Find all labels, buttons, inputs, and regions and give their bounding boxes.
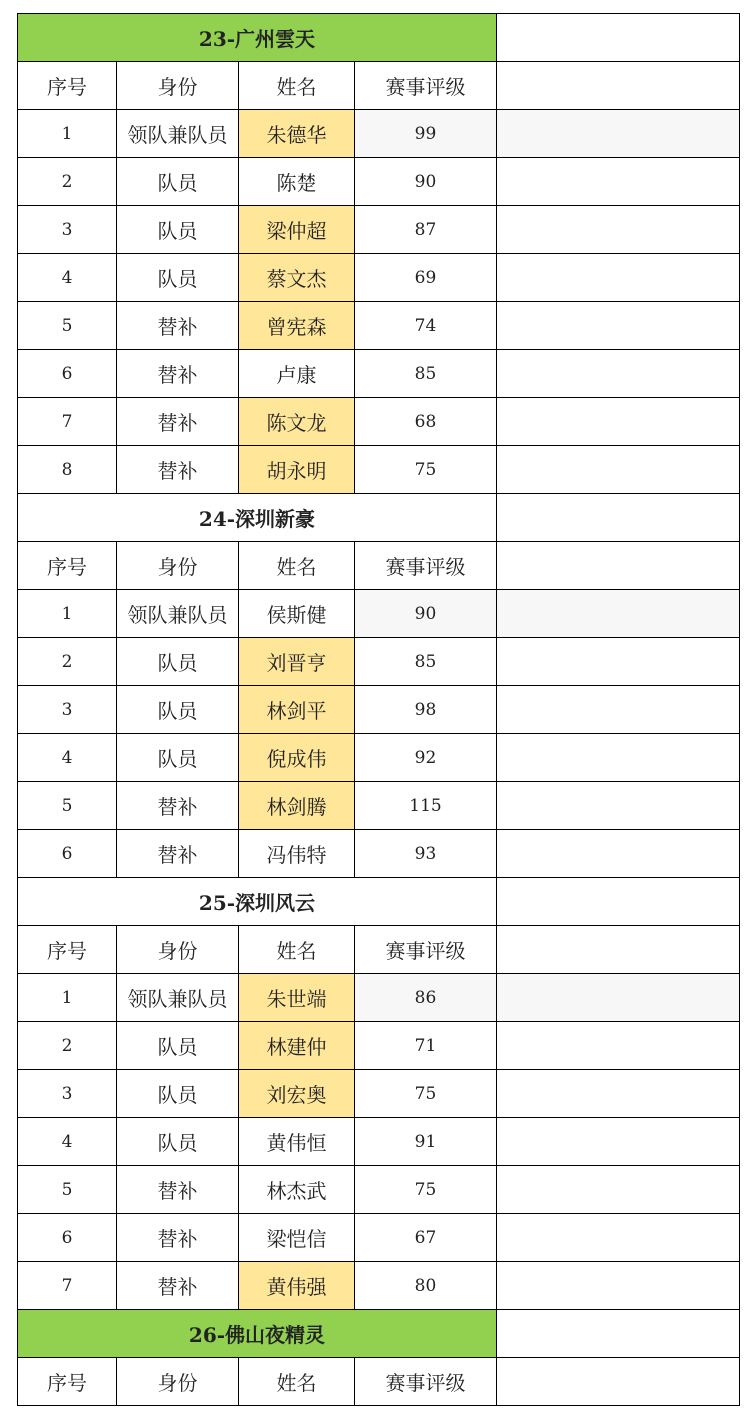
- player-role: 队员: [117, 1070, 239, 1118]
- extra-cell: [497, 1070, 740, 1118]
- player-index: 4: [18, 734, 117, 782]
- extra-cell: [497, 1214, 740, 1262]
- extra-cell: [497, 686, 740, 734]
- player-name: 林杰武: [239, 1166, 355, 1214]
- player-rating: 115: [355, 782, 497, 830]
- extra-cell: [497, 206, 740, 254]
- player-role: 替补: [117, 302, 239, 350]
- header-role: 身份: [117, 62, 239, 110]
- player-rating: 92: [355, 734, 497, 782]
- player-role: 替补: [117, 350, 239, 398]
- extra-cell: [497, 62, 740, 110]
- header-index: 序号: [18, 1358, 117, 1406]
- player-role: 替补: [117, 782, 239, 830]
- extra-cell: [497, 398, 740, 446]
- header-row: [18, 1358, 740, 1406]
- extra-cell: [497, 1118, 740, 1166]
- header-row: [18, 926, 740, 974]
- header-name: 姓名: [239, 926, 355, 974]
- player-rating: 85: [355, 350, 497, 398]
- player-name: 林剑腾: [239, 782, 355, 830]
- extra-cell: [497, 446, 740, 494]
- extra-cell: [497, 1310, 740, 1358]
- player-index: 3: [18, 1070, 117, 1118]
- player-row: [18, 1166, 740, 1214]
- player-row: [18, 398, 740, 446]
- extra-cell: [497, 158, 740, 206]
- header-index: 序号: [18, 926, 117, 974]
- extra-cell: [497, 878, 740, 926]
- header-rating: 赛事评级: [355, 542, 497, 590]
- player-index: 5: [18, 1166, 117, 1214]
- team-title-row: [18, 1310, 740, 1358]
- player-rating: 87: [355, 206, 497, 254]
- header-row: [18, 542, 740, 590]
- player-name: 朱世端: [239, 974, 355, 1022]
- extra-cell: [497, 638, 740, 686]
- extra-cell: [497, 782, 740, 830]
- team-title: 25-深圳风云: [18, 878, 497, 926]
- player-role: 队员: [117, 638, 239, 686]
- player-index: 4: [18, 1118, 117, 1166]
- header-name: 姓名: [239, 1358, 355, 1406]
- player-row: [18, 446, 740, 494]
- extra-cell: [497, 494, 740, 542]
- player-index: 2: [18, 638, 117, 686]
- player-row: [18, 1214, 740, 1262]
- player-rating: 69: [355, 254, 497, 302]
- player-name: 刘晋亨: [239, 638, 355, 686]
- player-row: [18, 110, 740, 158]
- roster-sheet: [17, 13, 740, 1406]
- player-rating: 98: [355, 686, 497, 734]
- extra-cell: [497, 734, 740, 782]
- extra-cell: [497, 254, 740, 302]
- player-role: 替补: [117, 830, 239, 878]
- player-index: 8: [18, 446, 117, 494]
- player-row: [18, 782, 740, 830]
- player-role: 队员: [117, 686, 239, 734]
- player-row: [18, 590, 740, 638]
- player-index: 7: [18, 1262, 117, 1310]
- player-rating: 75: [355, 1166, 497, 1214]
- extra-cell: [497, 542, 740, 590]
- player-rating: 93: [355, 830, 497, 878]
- player-role: 替补: [117, 398, 239, 446]
- header-name: 姓名: [239, 62, 355, 110]
- player-row: [18, 638, 740, 686]
- extra-cell: [497, 350, 740, 398]
- team-title: 24-深圳新豪: [18, 494, 497, 542]
- extra-cell: [497, 302, 740, 350]
- player-name: 梁恺信: [239, 1214, 355, 1262]
- player-name: 刘宏奥: [239, 1070, 355, 1118]
- extra-cell: [497, 830, 740, 878]
- header-rating: 赛事评级: [355, 62, 497, 110]
- player-row: [18, 206, 740, 254]
- player-name: 梁仲超: [239, 206, 355, 254]
- player-name: 卢康: [239, 350, 355, 398]
- header-rating: 赛事评级: [355, 1358, 497, 1406]
- extra-cell: [497, 974, 740, 1022]
- player-index: 2: [18, 1022, 117, 1070]
- extra-cell: [497, 110, 740, 158]
- player-rating: 90: [355, 158, 497, 206]
- extra-cell: [497, 1166, 740, 1214]
- player-row: [18, 1262, 740, 1310]
- team-title-row: [18, 494, 740, 542]
- player-index: 3: [18, 206, 117, 254]
- player-index: 1: [18, 110, 117, 158]
- player-rating: 86: [355, 974, 497, 1022]
- header-name: 姓名: [239, 542, 355, 590]
- player-role: 队员: [117, 1118, 239, 1166]
- player-role: 队员: [117, 158, 239, 206]
- player-row: [18, 734, 740, 782]
- header-role: 身份: [117, 926, 239, 974]
- player-name: 倪成伟: [239, 734, 355, 782]
- header-index: 序号: [18, 62, 117, 110]
- player-name: 林建仲: [239, 1022, 355, 1070]
- player-role: 替补: [117, 446, 239, 494]
- player-rating: 99: [355, 110, 497, 158]
- player-role: 替补: [117, 1214, 239, 1262]
- player-row: [18, 830, 740, 878]
- player-role: 队员: [117, 734, 239, 782]
- player-row: [18, 1118, 740, 1166]
- player-name: 胡永明: [239, 446, 355, 494]
- header-role: 身份: [117, 542, 239, 590]
- player-index: 6: [18, 830, 117, 878]
- player-role: 替补: [117, 1262, 239, 1310]
- player-row: [18, 974, 740, 1022]
- extra-cell: [497, 1262, 740, 1310]
- team-title: 23-广州雲天: [18, 14, 497, 62]
- extra-cell: [497, 14, 740, 62]
- player-role: 队员: [117, 206, 239, 254]
- player-index: 1: [18, 590, 117, 638]
- header-rating: 赛事评级: [355, 926, 497, 974]
- player-rating: 75: [355, 1070, 497, 1118]
- player-role: 领队兼队员: [117, 110, 239, 158]
- player-rating: 67: [355, 1214, 497, 1262]
- player-row: [18, 302, 740, 350]
- player-name: 朱德华: [239, 110, 355, 158]
- player-rating: 85: [355, 638, 497, 686]
- player-rating: 91: [355, 1118, 497, 1166]
- player-role: 队员: [117, 254, 239, 302]
- extra-cell: [497, 926, 740, 974]
- player-name: 陈文龙: [239, 398, 355, 446]
- player-rating: 68: [355, 398, 497, 446]
- player-index: 3: [18, 686, 117, 734]
- player-index: 6: [18, 350, 117, 398]
- team-title: 26-佛山夜精灵: [18, 1310, 497, 1358]
- player-rating: 71: [355, 1022, 497, 1070]
- player-row: [18, 686, 740, 734]
- player-row: [18, 350, 740, 398]
- player-name: 冯伟特: [239, 830, 355, 878]
- player-index: 2: [18, 158, 117, 206]
- player-row: [18, 158, 740, 206]
- player-name: 蔡文杰: [239, 254, 355, 302]
- player-name: 林剑平: [239, 686, 355, 734]
- player-rating: 75: [355, 446, 497, 494]
- player-name: 侯斯健: [239, 590, 355, 638]
- player-role: 替补: [117, 1166, 239, 1214]
- player-index: 1: [18, 974, 117, 1022]
- player-row: [18, 1022, 740, 1070]
- extra-cell: [497, 1358, 740, 1406]
- player-index: 6: [18, 1214, 117, 1262]
- player-index: 7: [18, 398, 117, 446]
- player-role: 领队兼队员: [117, 590, 239, 638]
- player-index: 4: [18, 254, 117, 302]
- player-row: [18, 254, 740, 302]
- player-name: 黄伟强: [239, 1262, 355, 1310]
- player-name: 黄伟恒: [239, 1118, 355, 1166]
- player-rating: 74: [355, 302, 497, 350]
- header-role: 身份: [117, 1358, 239, 1406]
- extra-cell: [497, 1022, 740, 1070]
- player-role: 队员: [117, 1022, 239, 1070]
- team-title-row: [18, 14, 740, 62]
- player-rating: 80: [355, 1262, 497, 1310]
- header-row: [18, 62, 740, 110]
- header-index: 序号: [18, 542, 117, 590]
- player-rating: 90: [355, 590, 497, 638]
- player-row: [18, 1070, 740, 1118]
- player-role: 领队兼队员: [117, 974, 239, 1022]
- player-index: 5: [18, 302, 117, 350]
- player-name: 陈楚: [239, 158, 355, 206]
- team-title-row: [18, 878, 740, 926]
- player-index: 5: [18, 782, 117, 830]
- player-name: 曾宪森: [239, 302, 355, 350]
- extra-cell: [497, 590, 740, 638]
